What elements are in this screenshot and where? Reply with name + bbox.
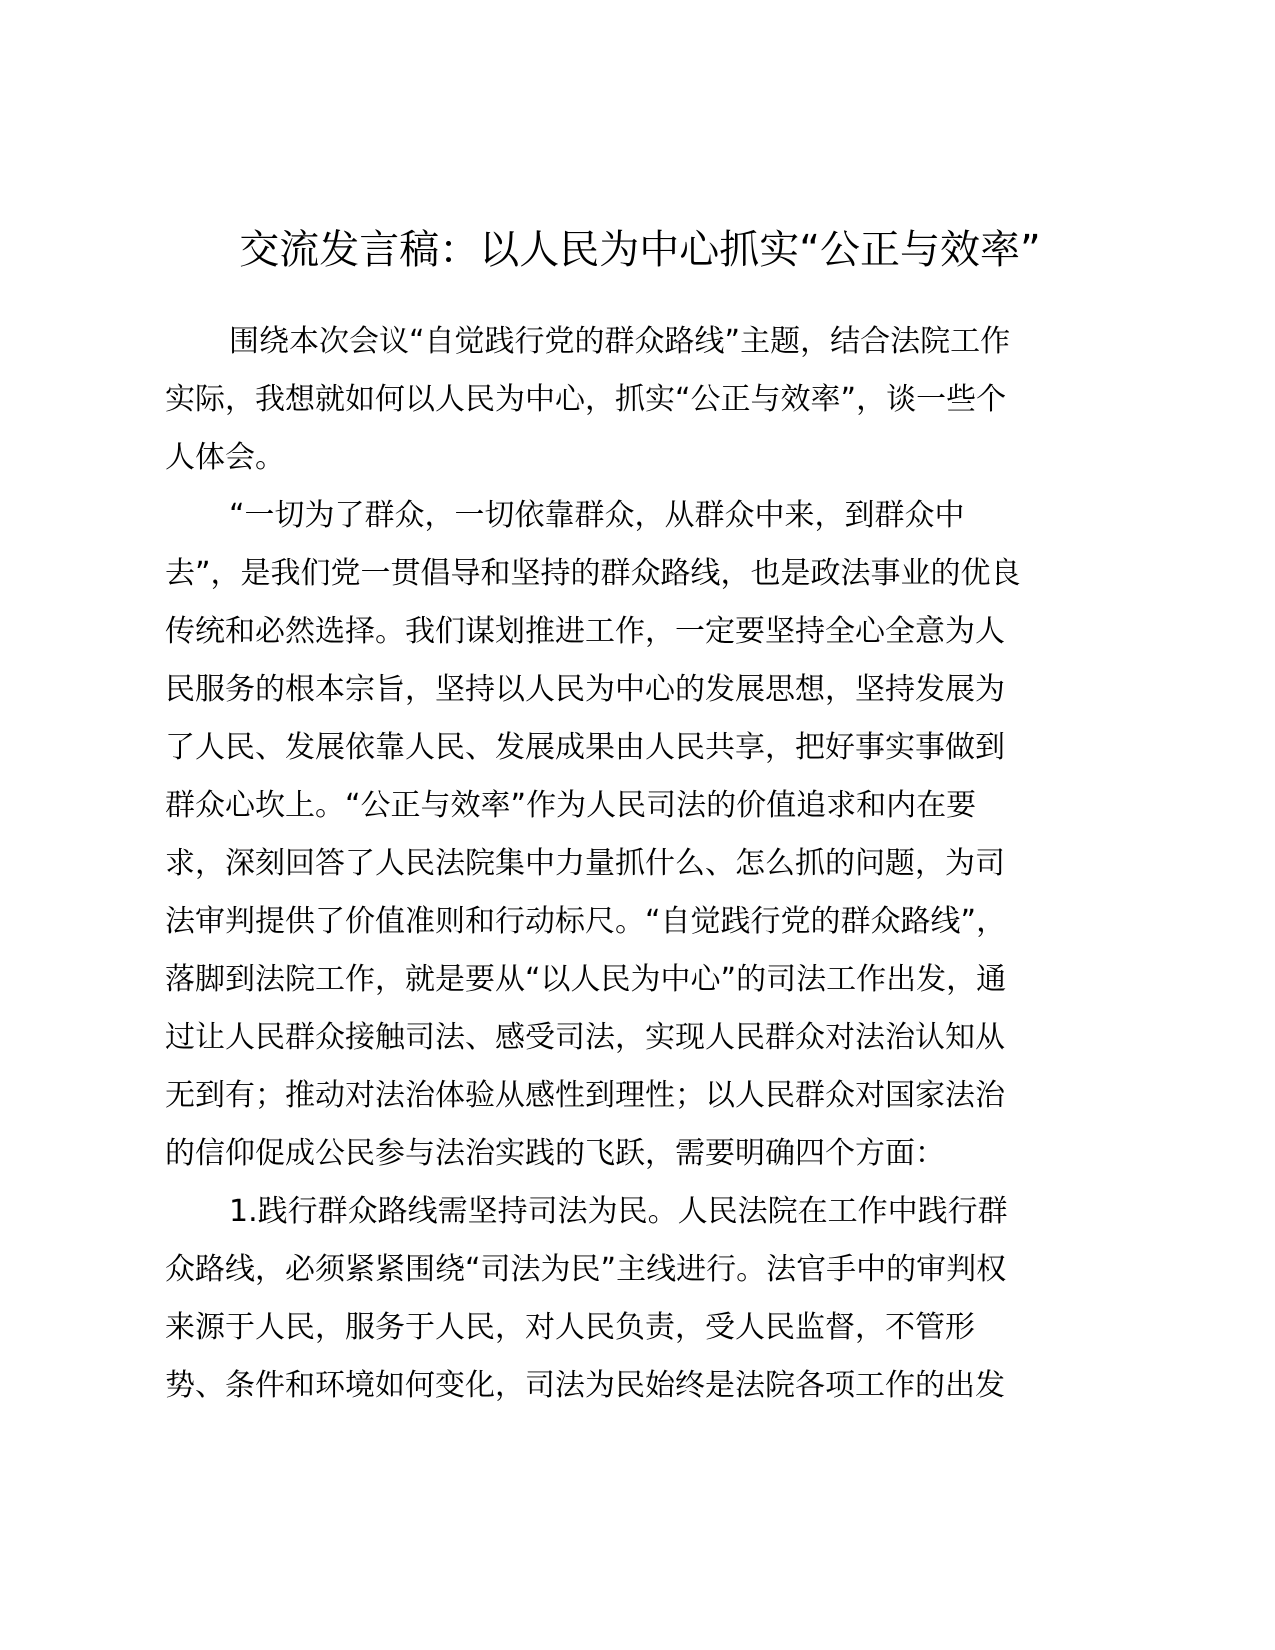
paragraph-line: 围绕本次会议“自觉践行党的群众路线”主题，结合法院工作 [229, 324, 1011, 359]
paragraph-line: 1.践行群众路线需坚持司法为民。人民法院在工作中践行群 [229, 1194, 1008, 1229]
paragraph-line: 求，深刻回答了人民法院集中力量抓什么、怎么抓的问题，为司 [165, 846, 1005, 881]
paragraph-line: 来源于人民，服务于人民，对人民负责，受人民监督，不管形 [165, 1310, 975, 1345]
paragraph-line: 过让人民群众接触司法、感受司法，实现人民群众对法治认知从 [165, 1020, 1005, 1055]
paragraph-line: 人体会。 [165, 440, 285, 475]
paragraph-line: 众路线，必须紧紧围绕“司法为民”主线进行。法官手中的审判权 [165, 1252, 1007, 1287]
paragraph-line: “一切为了群众，一切依靠群众，从群众中来，到群众中 [229, 498, 965, 533]
document-title: 交流发言稿：以人民为中心抓实“公正与效率” [239, 227, 1041, 273]
paragraph-line: 法审判提供了价值准则和行动标尺。“自觉践行党的群众路线”， [165, 904, 1007, 939]
document-body [165, 313, 1125, 1415]
paragraph-line: 实际，我想就如何以人民为中心，抓实“公正与效率”，谈一些个 [165, 382, 1007, 417]
paragraph-line: 了人民、发展依靠人民、发展成果由人民共享，把好事实事做到 [165, 730, 1005, 765]
paragraph-line: 势、条件和环境如何变化，司法为民始终是法院各项工作的出发 [165, 1368, 1005, 1403]
paragraph-line: 无到有；推动对法治体验从感性到理性；以人民群众对国家法治 [165, 1078, 1005, 1113]
paragraph-line: 群众心坎上。“公正与效率”作为人民司法的价值追求和内在要 [165, 788, 977, 823]
paragraph-line: 去”，是我们党一贯倡导和坚持的群众路线，也是政法事业的优良 [165, 556, 1021, 591]
paragraph-line: 的信仰促成公民参与法治实践的飞跃，需要明确四个方面： [165, 1136, 945, 1171]
paragraph-line: 民服务的根本宗旨，坚持以人民为中心的发展思想，坚持发展为 [165, 672, 1005, 707]
paragraph-line: 落脚到法院工作，就是要从“以人民为中心”的司法工作出发，通 [165, 962, 1007, 997]
paragraph-line: 传统和必然选择。我们谋划推进工作，一定要坚持全心全意为人 [165, 614, 1005, 649]
